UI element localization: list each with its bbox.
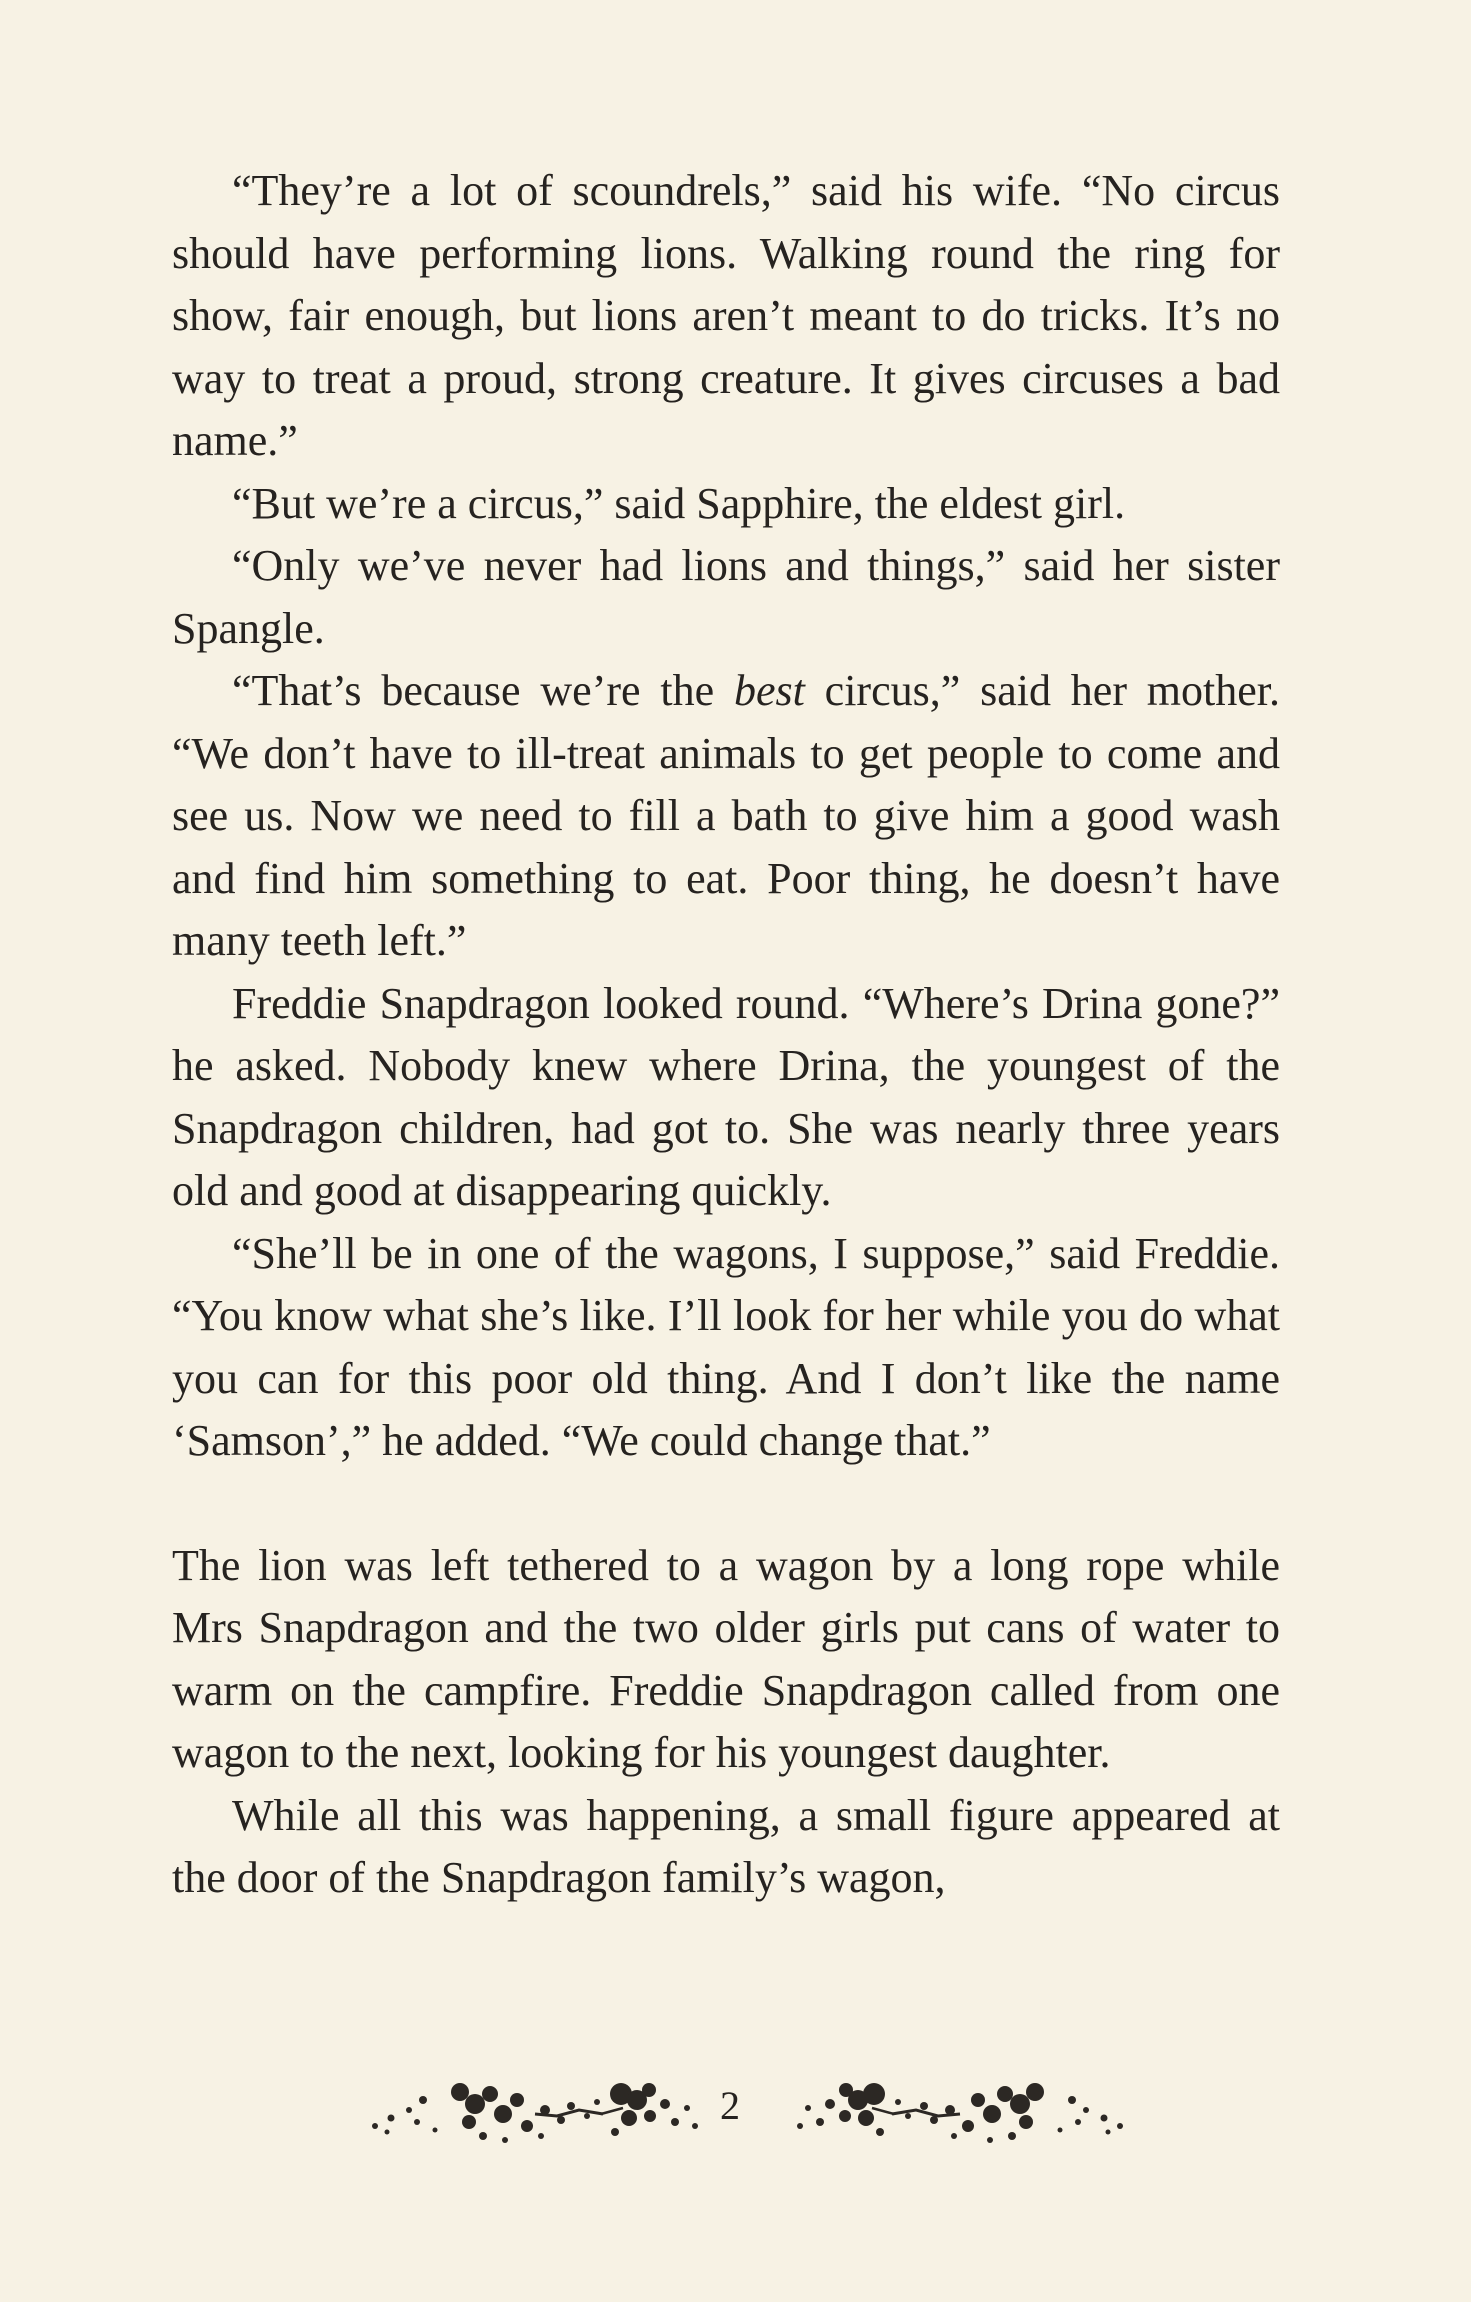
floral-ornament-icon [790, 2070, 1130, 2150]
page-number: 2 [720, 2083, 740, 2128]
paragraph: “But we’re a circus,” said Sapphire, the eldest girl. [232, 478, 1126, 528]
paragraph-text: “That’s because we’re the [232, 666, 734, 715]
paragraph: The lion was left tethered to a wagon by a long rope while Mrs Snapdragon and the two older girls put cans of water to warm on the campfire. Freddie Snapdragon called from one wagon to the next, looking for his youngest daughter. [172, 1540, 1280, 1777]
paragraph: “They’re a lot of scoundrels,” said his wife. “No circus should have performing lions. Walking round the ring for show, fair enough, but lions aren’t meant to do tricks. It’s no way to treat a proud, strong creature. It gives circuses a bad name.” [172, 166, 1280, 465]
paragraph: Freddie Snapdragon looked round. “Where’s Drina gone?” he asked. Nobody knew where Drina, the youngest of the Snapdragon children, had got to. She was nearly three years old and good at disappearing quickly. [172, 978, 1280, 1215]
page-footer [0, 2050, 1471, 2160]
paragraph: “Only we’ve never had lions and things,” said her sister Spangle. [172, 541, 1280, 653]
paragraph [172, 660, 1280, 973]
body-text [172, 160, 1280, 1910]
paragraph-text: circus,” said her mother. “We don’t have to ill-treat animals to get people to come and see us. Now we need to fill a bath to give him a good wash and find him something to eat. Poor thing, he doesn’t have many teeth left.” [172, 666, 1280, 965]
floral-ornament-icon [365, 2070, 705, 2150]
emphasized-word: best [733, 666, 805, 715]
section-break [172, 1473, 1280, 1535]
paragraph: “She’ll be in one of the wagons, I suppose,” said Freddie. “You know what she’s like. I’ll look for her while you do what you can for this poor old thing. And I don’t like the name ‘Samson’,” he added. “We could change that.” [172, 1228, 1280, 1465]
paragraph: While all this was happening, a small figure appeared at the door of the Snapdragon family’s wagon, [172, 1790, 1280, 1902]
